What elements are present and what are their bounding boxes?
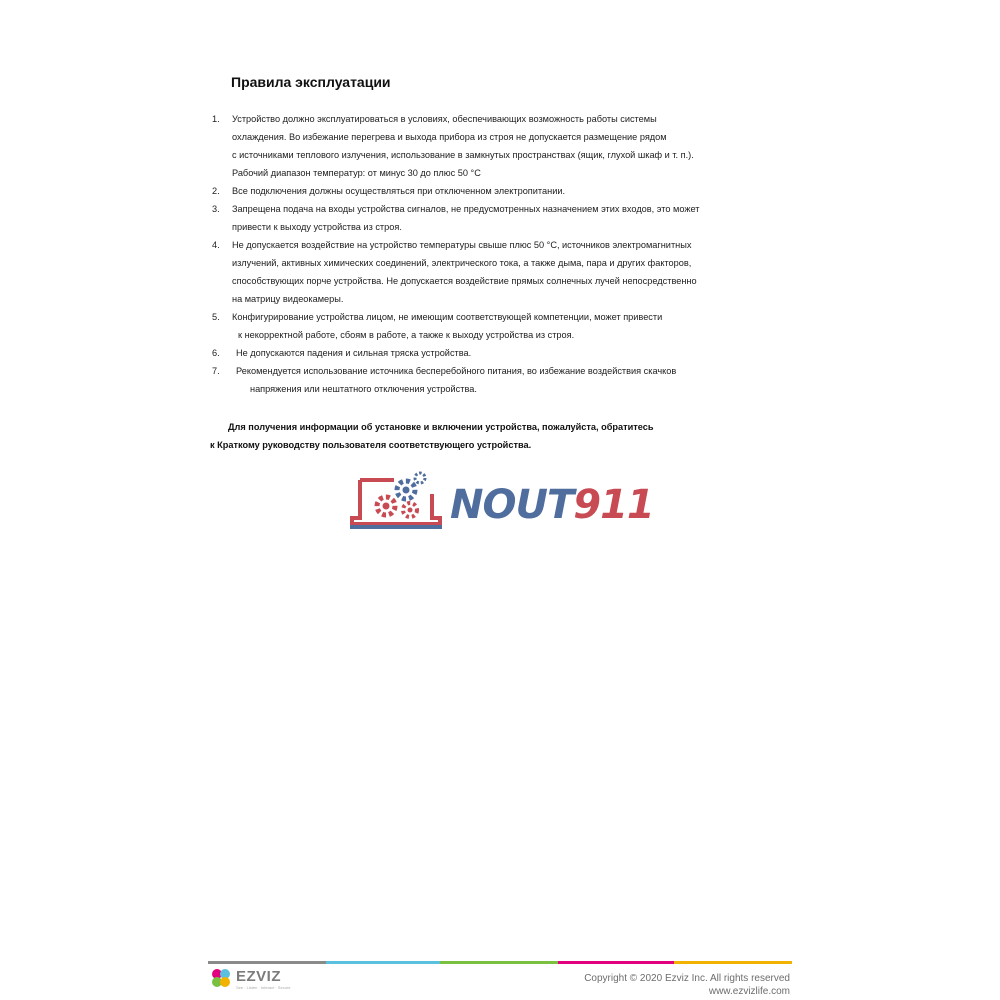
rule-number: 3. <box>212 204 220 214</box>
copyright-text: Copyright © 2020 Ezviz Inc. All rights reserved <box>584 973 790 984</box>
rule-number: 6. <box>212 348 220 358</box>
rule-text-line: привести к выходу устройства из строя. <box>232 222 402 232</box>
rule-number: 2. <box>212 186 220 196</box>
rule-item <box>212 110 694 182</box>
rule-text-line: излучений, активных химических соединений, электрического тока, а также дыма, пара и других факторов, <box>232 258 692 268</box>
brand-tagline: See · Listen · Interact · Secure <box>236 985 291 990</box>
rule-number: 1. <box>212 114 220 124</box>
rule-item <box>212 200 700 236</box>
rule-text-line: с источниками теплового излучения, использование в замкнутых пространствах (ящик, глухой шкаф и т. п.). <box>232 150 694 160</box>
rule-text-line: Конфигурирование устройства лицом, не имеющим соответствующей компетенции, может привести <box>232 312 663 322</box>
website-link[interactable]: www.ezvizlife.com <box>708 986 790 997</box>
rule-item <box>212 344 471 362</box>
rule-text-line: напряжения или нештатного отключения устройства. <box>250 384 477 394</box>
ezviz-logo-icon <box>210 967 232 989</box>
rule-text-line: охлаждения. Во избежание перегрева и выхода прибора из строя не допускается размещение рядом <box>232 132 667 142</box>
page-title: Правила эксплуатации <box>231 74 391 90</box>
rule-item <box>212 236 697 308</box>
rule-number: 7. <box>212 366 220 376</box>
rule-text-line: Не допускаются падения и сильная тряска устройства. <box>236 348 472 358</box>
rule-item <box>212 182 565 200</box>
note-line-2: к Краткому руководству пользователя соответствующего устройства. <box>210 440 532 450</box>
brand-name: EZVIZ <box>236 968 282 985</box>
rule-text-line: Рекомендуется использование источника бесперебойного питания, во избежание воздействия скачков <box>236 366 677 376</box>
rule-number: 4. <box>212 240 220 250</box>
rule-text-line: Устройство должно эксплуатироваться в условиях, обеспечивающих возможность работы системы <box>232 114 657 124</box>
rule-text-line: способствующих порче устройства. Не допускается воздействие прямых солнечных лучей непосредственно <box>232 276 697 286</box>
rule-text-line: к некорректной работе, сбоям в работе, а также к выходу устройства из строя. <box>238 330 575 340</box>
note-line-1: Для получения информации об установке и включении устройства, пожалуйста, обратитесь <box>228 422 654 432</box>
watermark-text-a: NOUT <box>450 482 574 528</box>
watermark-text-b: 911 <box>573 482 654 528</box>
footer-color-bar <box>208 961 792 964</box>
rule-text-line: Рабочий диапазон температур: от минус 30 до плюс 50 °C <box>232 168 481 178</box>
rule-text-line: на матрицу видеокамеры. <box>232 294 344 304</box>
rule-text-line: Не допускается воздействие на устройство температуры свыше плюс 50 °C, источников электромагнитных <box>232 240 692 250</box>
rule-item <box>212 308 662 344</box>
rule-item <box>212 362 676 398</box>
watermark-text <box>450 483 654 527</box>
rule-text-line: Все подключения должны осуществляться при отключенном электропитании. <box>232 186 566 196</box>
rule-text-line: Запрещена подача на входы устройства сигналов, не предусмотренных назначением этих входов, это может <box>232 204 700 214</box>
copyright-block <box>584 972 790 998</box>
rule-number: 5. <box>212 312 220 322</box>
